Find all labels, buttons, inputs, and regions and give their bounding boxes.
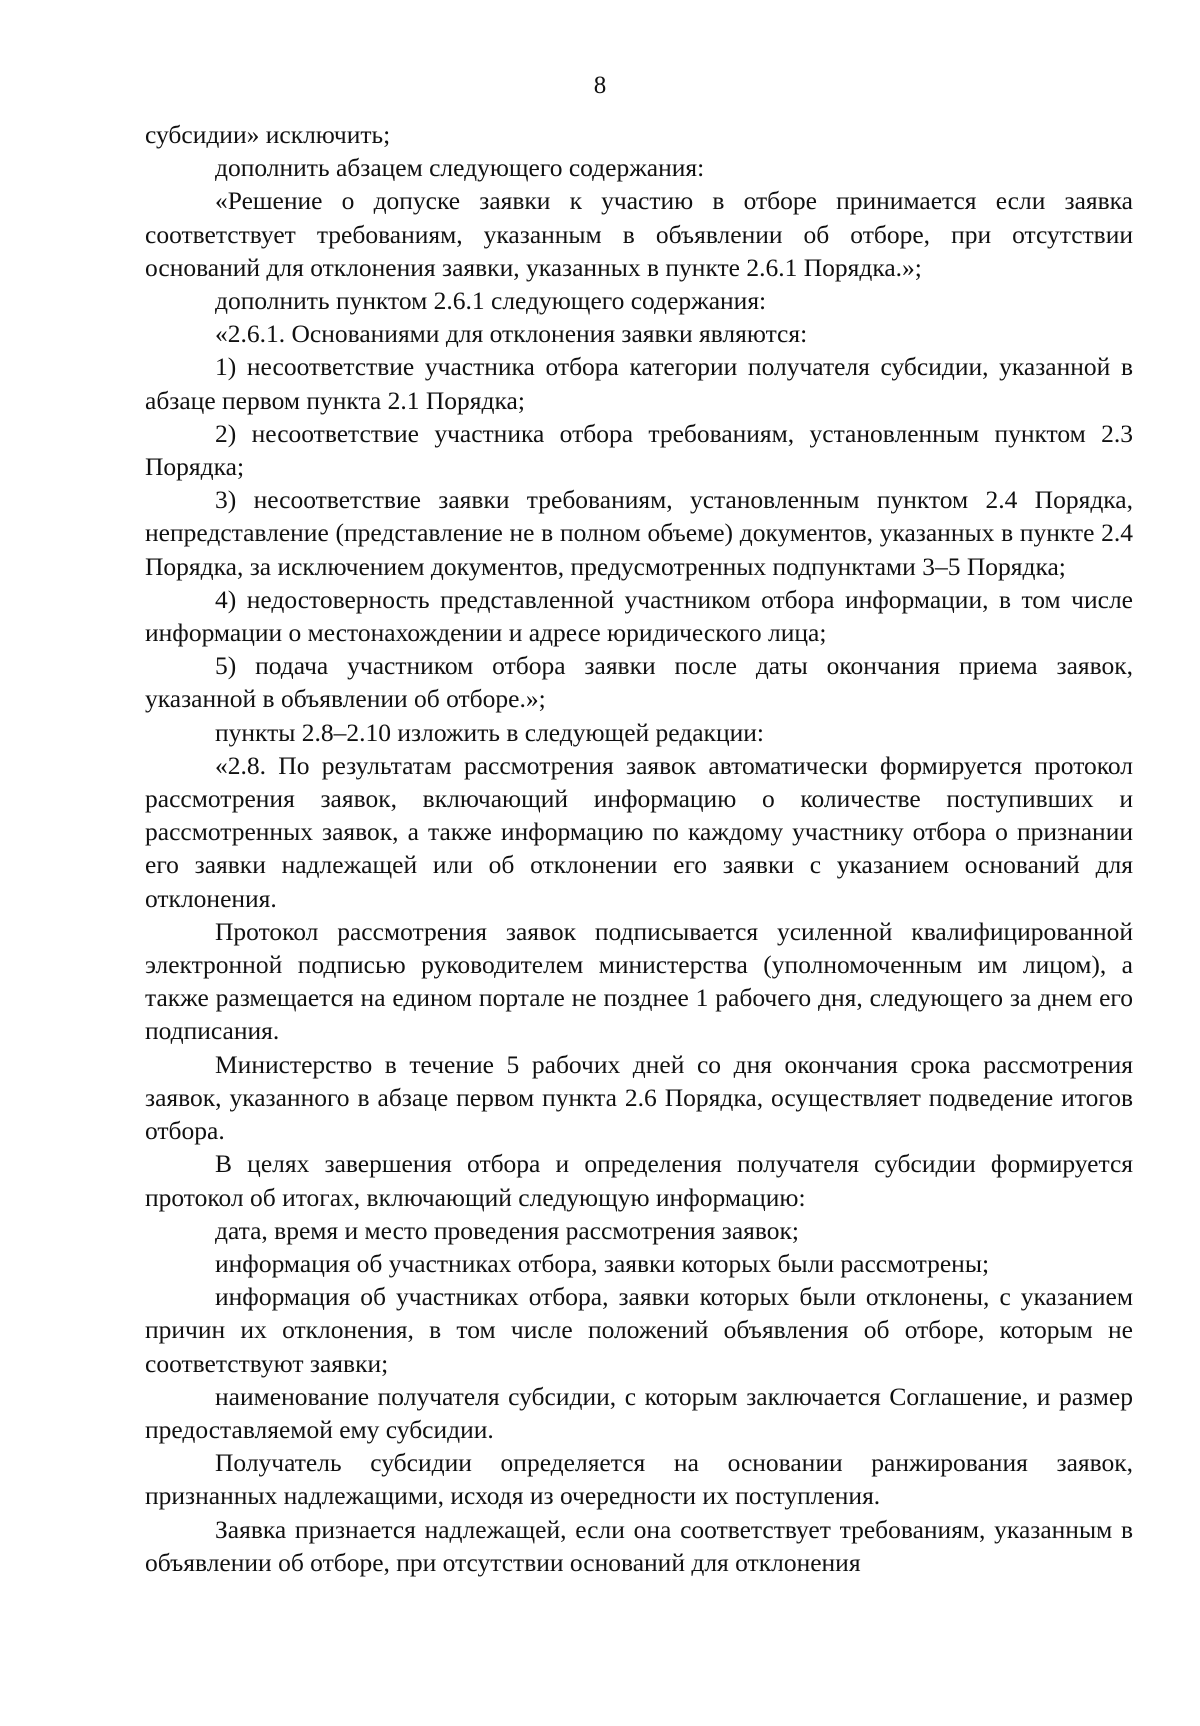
list-item-3: 3) несоответствие заявки требованиям, установленным пунктом 2.4 Порядка, непредставление (представление не в полном объеме) документов, указанных в пункте 2.4 Порядка, за исключением документов, предусмотренных подпунктами 3–5 Порядка;	[145, 485, 1133, 581]
paragraph-protocol-signing: Протокол рассмотрения заявок подписывается усиленной квалифицированной электронной подписью руководителем министерства (уполномоченным им лицом), а также размещается на едином портале не позднее 1 рабочего дня, следующего за днем его подписания.	[145, 916, 1133, 1046]
paragraph-ministry-summary: Министерство в течение 5 рабочих дней со дня окончания срока рассмотрения заявок, указанного в абзаце первом пункта 2.6 Порядка, осуществляет подведение итогов отбора.	[145, 1049, 1133, 1146]
paragraph-clause-2-6-1: «2.6.1. Основаниями для отклонения заявки являются:	[215, 319, 808, 349]
list-item-1: 1) несоответствие участника отбора категории получателя субсидии, указанной в абзаце первом пункта 2.1 Порядка;	[145, 352, 1133, 415]
document-body	[145, 118, 1133, 1579]
paragraph-instruction: дополнить абзацем следующего содержания:	[215, 153, 705, 183]
paragraph-proper-application: Заявка признается надлежащей, если она соответствует требованиям, указанным в объявлении об отборе, при отсутствии оснований для отклонения	[145, 1514, 1133, 1577]
list-item-5: 5) подача участником отбора заявки после даты окончания приема заявок, указанной в объявлении об отборе.»;	[145, 651, 1133, 714]
page-number: 8	[593, 72, 607, 99]
list-item-reviewed: информация об участниках отбора, заявки которых были рассмотрены;	[215, 1248, 990, 1278]
paragraph-instruction: пункты 2.8–2.10 изложить в следующей редакции:	[215, 717, 764, 747]
list-item-date-place: дата, время и место проведения рассмотрения заявок;	[215, 1215, 799, 1245]
list-item-2: 2) несоответствие участника отбора требованиям, установленным пунктом 2.3 Порядка;	[145, 418, 1133, 482]
list-item-4: 4) недостоверность представленной участником отбора информации, в том числе информации о местонахождении и адресе юридического лица;	[145, 584, 1133, 648]
paragraph-continuation: субсидии» исключить;	[145, 120, 391, 149]
list-item-recipient: наименование получателя субсидии, с которым заключается Соглашение, и размер предоставляемой ему субсидии.	[145, 1381, 1133, 1444]
paragraph-clause-2-8: «2.8. По результатам рассмотрения заявок автоматически формируется протокол рассмотрения заявок, включающий информацию о количестве поступивших и рассмотренных заявок, а также информацию по каждому участнику отбора о признании его заявки надлежащей или об отклонении его заявки с указанием оснований для отклонения.	[145, 750, 1133, 913]
paragraph-quote-decision: «Решение о допуске заявки к участию в отборе принимается если заявка соответствует требованиям, указанным в объявлении об отборе, при отсутствии оснований для отклонения заявки, указанных в пункте 2.6.1 Порядка.»;	[145, 186, 1133, 282]
paragraph-results-protocol: В целях завершения отбора и определения получателя субсидии формируется протокол об итогах, включающий следующую информацию:	[145, 1149, 1133, 1212]
paragraph-ranking: Получатель субсидии определяется на основании ранжирования заявок, признанных надлежащими, исходя из очередности их поступления.	[145, 1448, 1133, 1511]
list-item-rejected: информация об участниках отбора, заявки которых были отклонены, с указанием причин их отклонения, в том числе положений объявления об отборе, которым не соответствуют заявки;	[145, 1282, 1133, 1378]
paragraph-instruction: дополнить пунктом 2.6.1 следующего содержания:	[215, 286, 767, 316]
